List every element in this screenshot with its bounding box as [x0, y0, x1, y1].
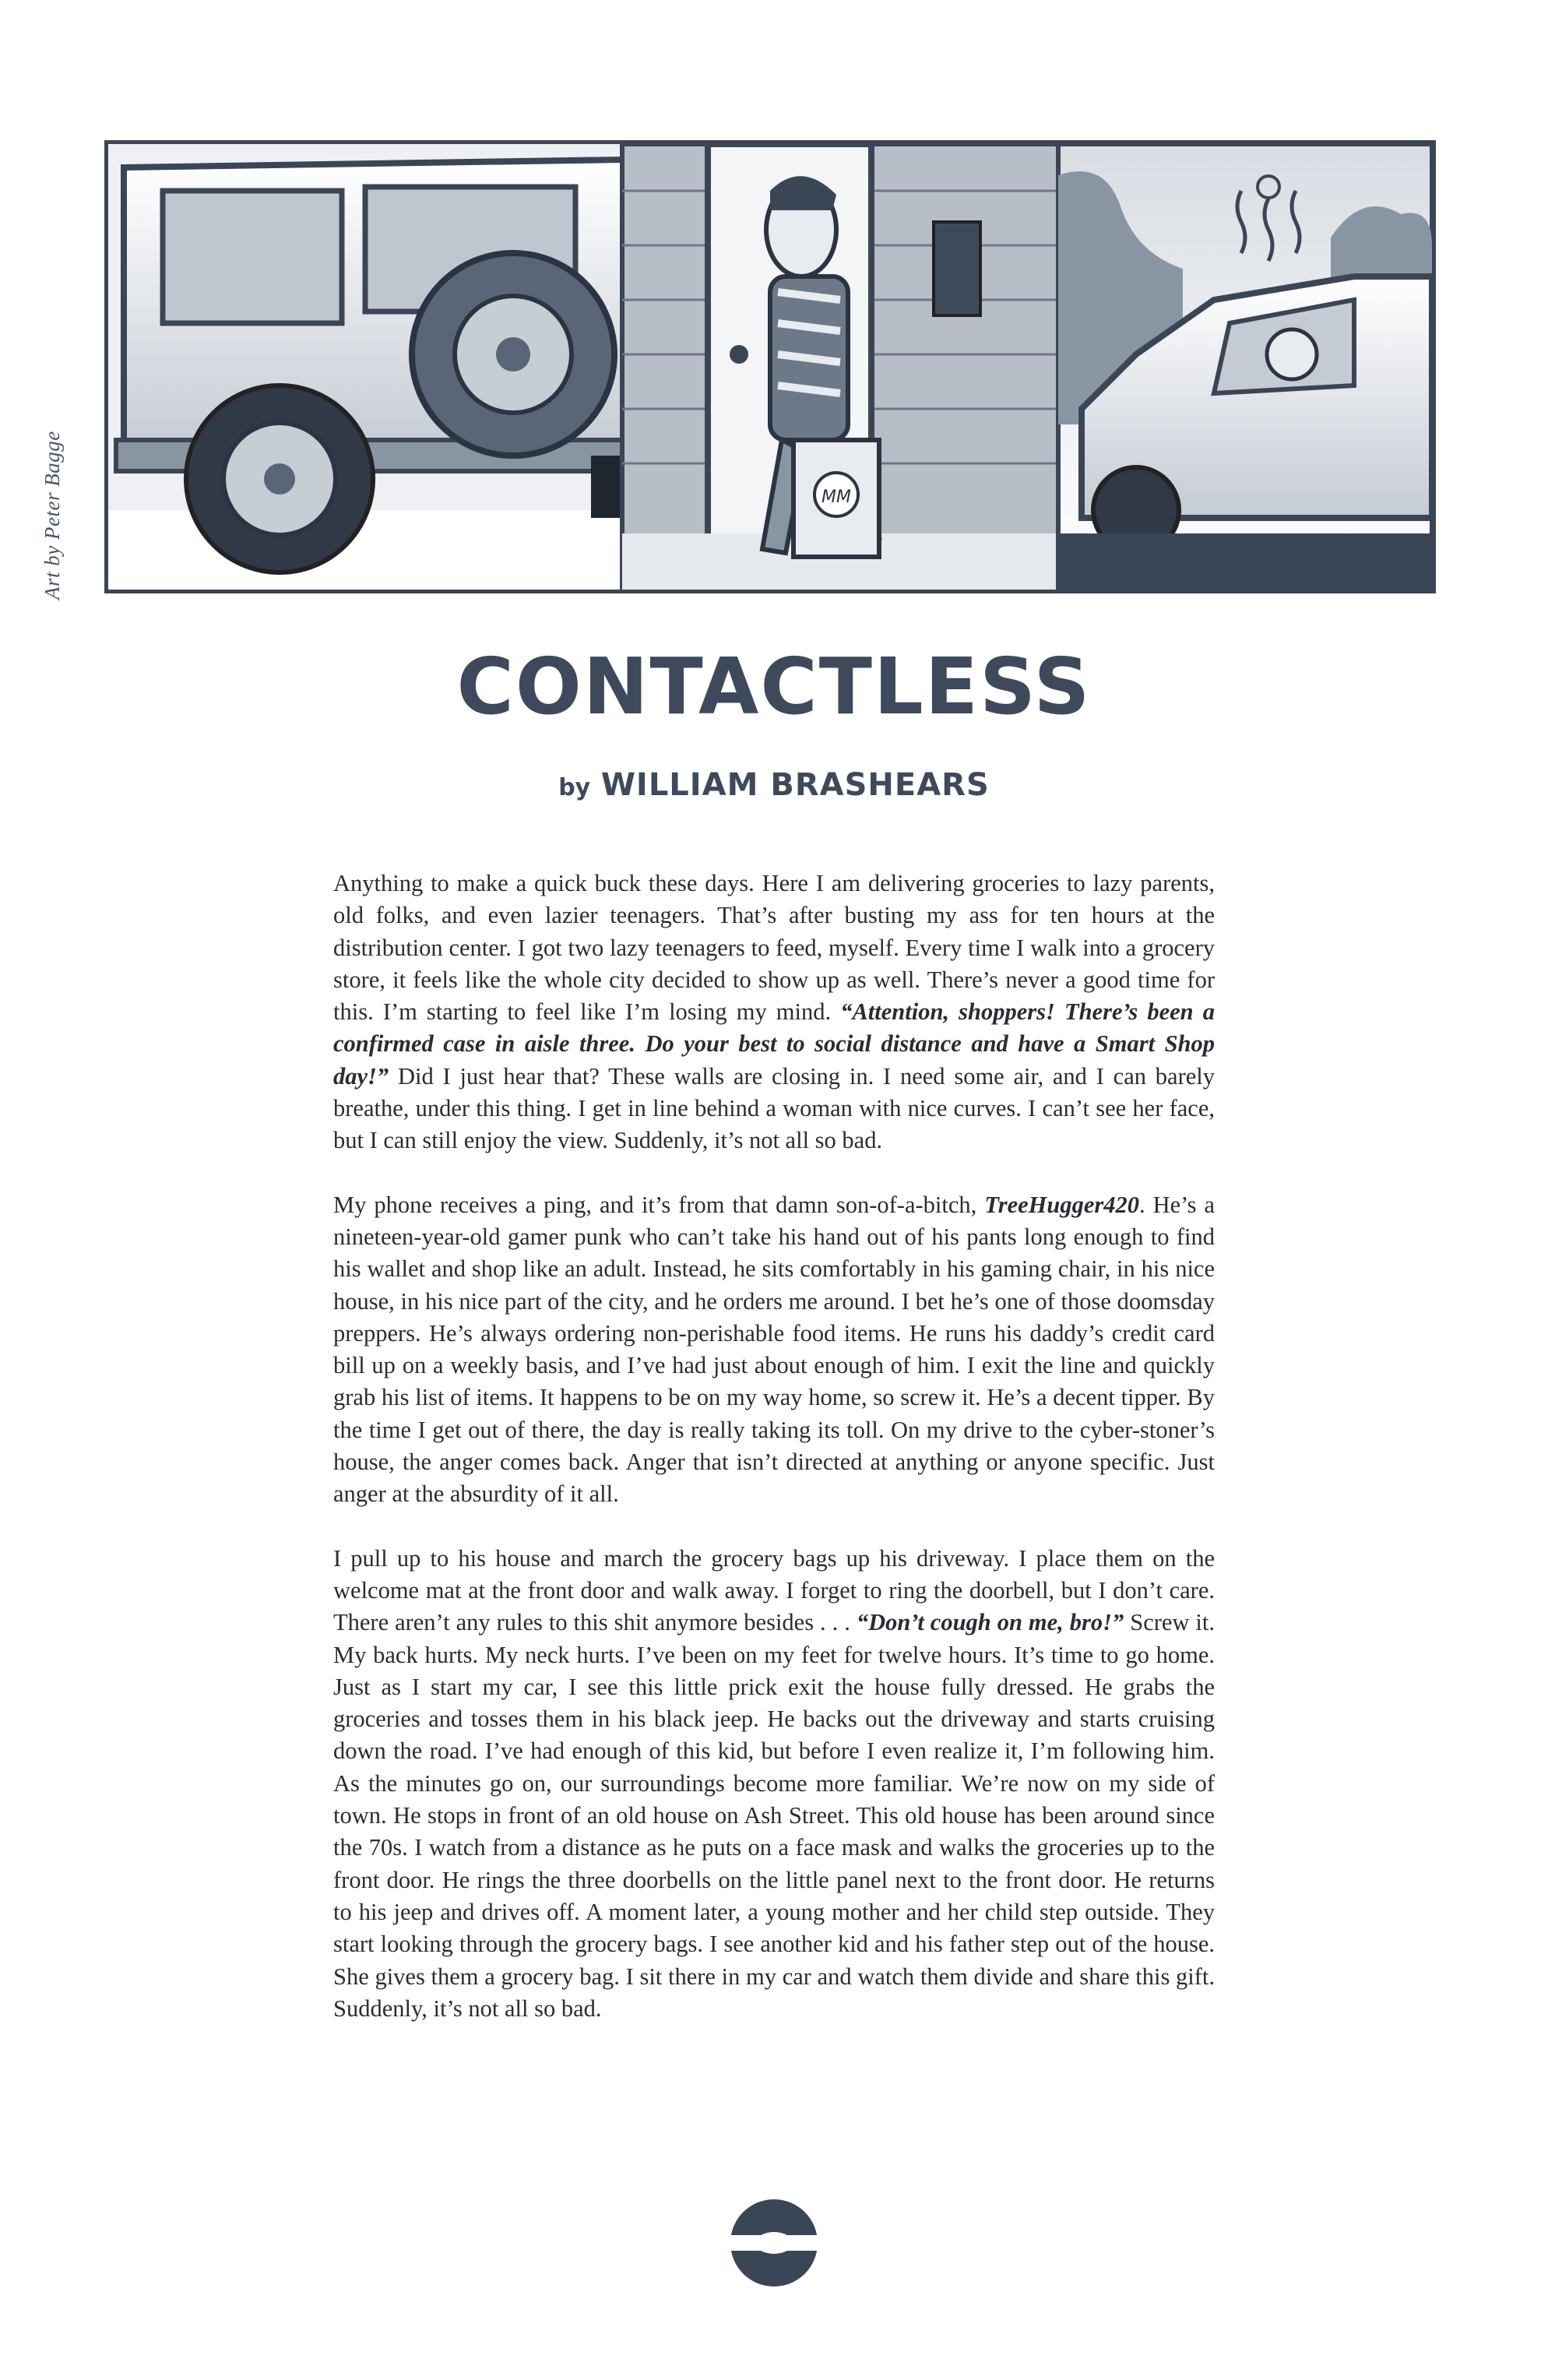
byline — [0, 769, 1548, 801]
house-panel — [622, 144, 1058, 590]
comic-drawing — [108, 144, 1432, 590]
paragraph-2: My phone receives a ping, and it’s from that damn son-of-a-bitch, TreeHugger420. He’s a nineteen-year-old gamer punk who can’t take his hand out of his pants long enough to find his wallet and shop like an adult. Instead, he sits comfortably in his gaming chair, in his nice house, in his nice part of the city, and he orders me around. I bet he’s one of those doomsday preppers. He’s always ordering non-perishable food items. He runs his daddy’s credit card bill up on a weekly basis, and I’ve had just about enough of him. I exit the line and quickly grab his list of items. It happens to be on my way home, so screw it. He’s a decent tipper. By the time I get out of there, the day is really taking its toll. On my drive to the cyber-stoner’s house, the anger comes back. Anger that isn’t directed at anything or anyone specific. Just anger at the absurdity of it all. — [333, 1191, 1215, 1508]
bag-label: MM — [821, 488, 851, 507]
author-name: WILLIAM BRASHEARS — [600, 767, 990, 803]
paragraph-1: Anything to make a quick buck these days. Here I am delivering groceries to lazy parents, old folks, and even lazier teenagers. That’s after busting my ass for ten hours at the distribution center. I got two lazy teenagers to feed, myself. Every time I walk into a grocery store, it feels like the whole city decided to show up as well. There’s never a good time for this. I’m starting to feel like I’m losing my mind. “Attention, shoppers! There’s been a confirmed case in aisle three. Do your best to social distance and have a Smart Shop day!” Did I just hear that? These walls are closing in. I need some air, and I can barely breathe, under this thing. I get in line behind a woman with nice curves. I can’t see her face, but I can still enjoy the view. Suddenly, it’s not all so bad. — [333, 870, 1215, 1154]
paragraph-3: I pull up to his house and march the grocery bags up his driveway. I place them on the welcome mat at the front door and walk away. I forget to ring the doorbell, but I don’t care. There aren’t any rules to this shit anymore besides . . . “Don’t cough on me, bro!” Screw it. My back hurts. My neck hurts. I’ve been on my feet for twelve hours. It’s time to go home. Just as I start my car, I see this little prick exit the house fully dressed. He grabs the groceries and tosses them in his black jeep. He backs out the driveway and starts cruising down the road. I’ve had enough of this kid, but before I even realize it, I’m following him. As the minutes go on, our surroundings become more familiar. We’re now on my side of town. He stops in front of an old house on Ash Street. This old house has been around since the 70s. I watch from a distance as he puts on a face mask and walks the groceries up to the front door. He rings the three doorbells on the little panel next to the front door. He returns to his jeep and drives off. A moment later, a young mother and her child step outside. They start looking through the grocery bags. I see another kid and his father step out of the house. She gives them a grocery bag. I sit there in my car and watch them divide and share this gift. Suddenly, it’s not all so bad. — [333, 1544, 1215, 2022]
story-body — [333, 868, 1215, 2057]
art-credit: Art by Peter Bagge — [40, 431, 64, 600]
byline-prefix: by — [558, 774, 591, 801]
jeep-panel — [108, 144, 700, 590]
announcement-quote: “Attention, shoppers! There’s been a confirmed case in aisle three. Do your best to social distance and have a Smart Shop day!” — [333, 998, 1215, 1090]
artist-signature: '21 P. BAGGE — [1261, 558, 1412, 582]
story-title: CONTACTLESS — [456, 641, 1092, 732]
comic-illustration — [104, 140, 1436, 593]
username-highlight: TreeHugger420 — [984, 1191, 1140, 1218]
end-mark-logo-icon — [727, 2196, 821, 2290]
dialogue-quote: “Don’t cough on me, bro!” — [856, 1609, 1124, 1636]
car-panel — [1058, 144, 1432, 590]
